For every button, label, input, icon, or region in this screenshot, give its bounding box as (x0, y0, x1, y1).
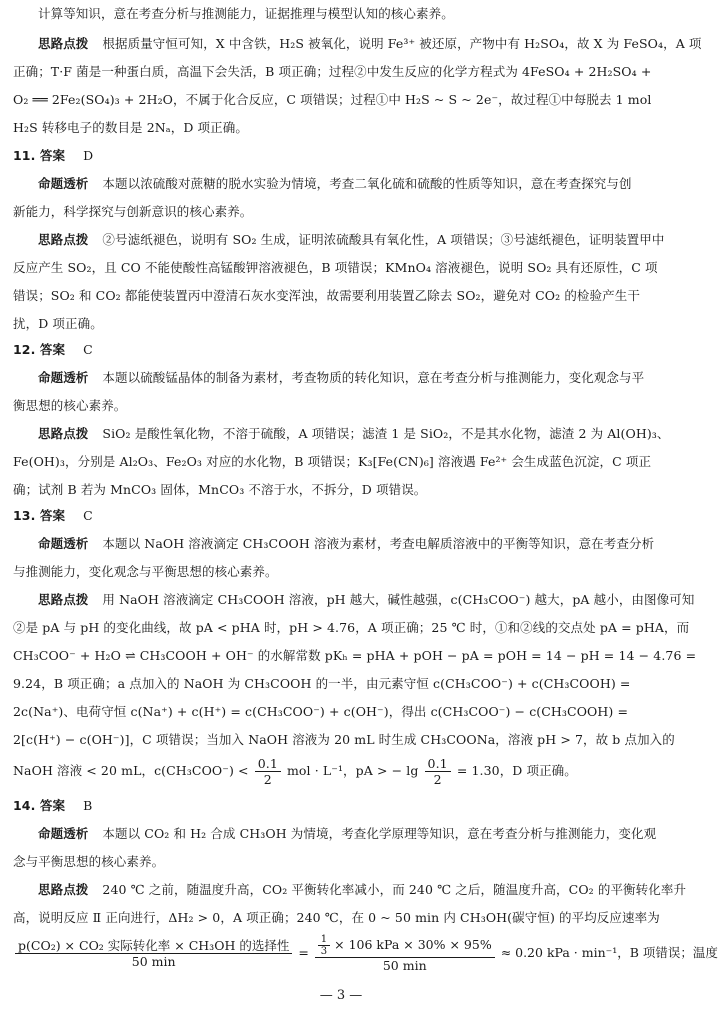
fraction-denominator: 50 min (382, 958, 427, 973)
fraction (318, 934, 330, 957)
analysis-paragraph (38, 590, 694, 610)
text-line: 根据质量守恒可知，X 中含铁，H₂S 被氧化，说明 Fe³⁺ 被还原，产物中有 H₂SO₄，故 X 为 FeSO₄，A 项 (102, 36, 702, 51)
fraction (315, 934, 495, 973)
intent-label: 命题透析 (38, 176, 89, 191)
intent-paragraph (38, 174, 632, 194)
answer-value: C (83, 342, 93, 357)
text-line: H₂S 转移电子的数目是 2Nₐ，D 项正确。 (13, 120, 248, 135)
text-line: SiO₂ 是酸性氧化物，不溶于硫酸，A 项错误；滤渣 1 是 SiO₂，不是其水化物，滤渣 2 为 Al(OH)₃、 (102, 426, 670, 441)
analysis-label: 思路点拨 (38, 882, 89, 897)
fraction-numerator: 0.1 (255, 756, 281, 772)
text-line: 计算等知识，意在考查分析与推测能力，证据推理与模型认知的核心素养。 (38, 6, 454, 21)
equation-text: mol · L⁻¹，pA > − lg (286, 763, 419, 778)
analysis-label: 思路点拨 (38, 36, 89, 51)
text-line: 扰，D 项正确。 (13, 316, 103, 331)
fraction-denominator: 2 (263, 772, 272, 787)
equation-text: NaOH 溶液 < 20 mL，c(CH₃COO⁻) < (13, 763, 249, 778)
text-line: 高，说明反应 Ⅱ 正向进行，ΔH₂ > 0，A 项正确；240 ℃，在 0 ~ 50 min 内 CH₃OH(碳守恒) 的平均反应速率为 (13, 910, 660, 925)
text-line: 新能力，科学探究与创新意识的核心素养。 (13, 204, 253, 219)
text-line: 本题以 CO₂ 和 H₂ 合成 CH₃OH 为情境，考查化学原理等知识，意在考查分析与推测能力，变化观 (102, 826, 657, 841)
text-line: Fe(OH)₃，分别是 Al₂O₃、Fe₂O₃ 对应的水化物，B 项错误；K₃[Fe(CN)₆] 溶液遇 Fe²⁺ 会生成蓝色沉淀，C 项正 (13, 454, 652, 469)
intent-label: 命题透析 (38, 370, 89, 385)
question-heading (13, 506, 93, 526)
text-line: 240 ℃ 之前，随温度升高，CO₂ 平衡转化率减小，而 240 ℃ 之后，随温度升高，CO₂ 的平衡转化率升 (102, 882, 687, 897)
analysis-label: 思路点拨 (38, 592, 89, 607)
text-line: 本题以 NaOH 溶液滴定 CH₃COOH 溶液为素材，考查电解质溶液中的平衡等知识，意在考查分析 (102, 536, 655, 551)
analysis-label: 思路点拨 (38, 232, 89, 247)
equation-text: × 106 kPa × 30% × 95% (334, 937, 492, 952)
fraction-denominator: 50 min (131, 954, 176, 969)
answer-value: C (83, 508, 93, 523)
equation-text: ≈ 0.20 kPa · min⁻¹，B 项错误；温度 (500, 945, 718, 960)
equals-sign: = (298, 945, 309, 960)
text-line: 本题以硫酸锰晶体的制备为素材，考查物质的转化知识，意在考查分析与推测能力，变化观念与平 (102, 370, 645, 385)
question-number: 13. (13, 508, 36, 523)
question-heading (13, 796, 92, 816)
intent-label: 命题透析 (38, 826, 89, 841)
text-line: 2c(Na⁺)、电荷守恒 c(Na⁺) + c(H⁺) = c(CH₃COO⁻) + c(OH⁻)，得出 c(CH₃COO⁻) − c(CH₃COOH) = (13, 704, 629, 719)
text-line: 本题以浓硫酸对蔗糖的脱水实验为情境，考查二氧化硫和硫酸的性质等知识，意在考查探究与创 (102, 176, 632, 191)
text-line: 衡思想的核心素养。 (13, 398, 127, 413)
text-line: 与推测能力，变化观念与平衡思想的核心素养。 (13, 564, 278, 579)
page-number: — 3 — (319, 988, 363, 1003)
fraction-numerator (315, 934, 495, 958)
answer-label: 答案 (39, 798, 66, 813)
text-line: 错误；SO₂ 和 CO₂ 都能使装置丙中澄清石灰水变浑浊，故需要利用装置乙除去 SO₂，避免对 CO₂ 的检验产生干 (13, 288, 640, 303)
text-line: 2[c(H⁺) − c(OH⁻)]，C 项错误；当加入 NaOH 溶液为 20 mL 时生成 CH₃COONa，溶液 pH > 7，故 b 点加入的 (13, 732, 675, 747)
answer-value: D (83, 148, 94, 163)
fraction (425, 756, 451, 787)
text-line: 用 NaOH 溶液滴定 CH₃COOH 溶液，pH 越大，碱性越强，c(CH₃COO⁻) 越大，pA 越小，由图像可知 (102, 592, 695, 607)
analysis-paragraph (38, 880, 686, 900)
fraction-numerator: 0.1 (425, 756, 451, 772)
question-number: 12. (13, 342, 36, 357)
text-line: O₂ ══ 2Fe₂(SO₄)₃ + 2H₂O，不属于化合反应，C 项错误；过程①中 H₂S ~ S ~ 2e⁻，故过程①中每脱去 1 mol (13, 92, 652, 107)
text-line: 反应产生 SO₂，且 CO 不能使酸性高锰酸钾溶液褪色，B 项错误；KMnO₄ 溶液褪色，说明 SO₂ 具有还原性，C 项 (13, 260, 658, 275)
fraction-numerator: p(CO₂) × CO₂ 实际转化率 × CH₃OH 的选择性 (15, 938, 292, 954)
text-line: CH₃COO⁻ + H₂O ⇌ CH₃COOH + OH⁻ 的水解常数 pKₕ = pHA + pOH − pA = pOH = 14 − pH = 14 − 4.76 = (13, 648, 697, 663)
fraction-denominator: 3 (320, 946, 328, 957)
text-line: 正确；T·F 菌是一种蛋白质，高温下会失活，B 项正确；过程②中发生反应的化学方程式为 4FeSO₄ + 2H₂SO₄ + (13, 64, 652, 79)
question-number: 11. (13, 148, 36, 163)
fraction-numerator: 1 (318, 934, 330, 946)
text-line: ②是 pA 与 pH 的变化曲线，故 pA < pHA 时，pH > 4.76，A 项正确；25 ℃ 时，①和②线的交点处 pA = pHA，而 (13, 620, 690, 635)
analysis-paragraph (38, 230, 664, 250)
fraction (15, 938, 292, 969)
inline-equation (13, 754, 577, 788)
analysis-paragraph (38, 424, 670, 444)
text-line: 9.24，B 项正确；a 点加入的 NaOH 为 CH₃COOH 的一半，由元素守恒 c(CH₃COO⁻) + c(CH₃COOH) = (13, 676, 631, 691)
intent-paragraph (38, 534, 654, 554)
equation-text: = 1.30，D 项正确。 (456, 763, 577, 778)
question-heading (13, 340, 93, 360)
text-line: ②号滤纸褪色，说明有 SO₂ 生成，证明浓硫酸具有氧化性，A 项错误；③号滤纸褪色，证明装置甲中 (102, 232, 665, 247)
answer-value: B (83, 798, 93, 813)
question-number: 14. (13, 798, 36, 813)
answer-label: 答案 (39, 148, 66, 163)
intent-label: 命题透析 (38, 536, 89, 551)
text-line: 确；试剂 B 若为 MnCO₃ 固体，MnCO₃ 不溶于水，不拆分，D 项错误。 (13, 482, 427, 497)
answer-label: 答案 (39, 342, 66, 357)
question-heading (13, 146, 93, 166)
analysis-label: 思路点拨 (38, 426, 89, 441)
text-line: 念与平衡思想的核心素养。 (13, 854, 165, 869)
analysis-paragraph (38, 34, 702, 54)
fraction-denominator: 2 (433, 772, 442, 787)
intent-paragraph (38, 368, 644, 388)
answer-label: 答案 (39, 508, 66, 523)
fraction (255, 756, 281, 787)
intent-paragraph (38, 824, 656, 844)
rate-equation (13, 934, 718, 973)
